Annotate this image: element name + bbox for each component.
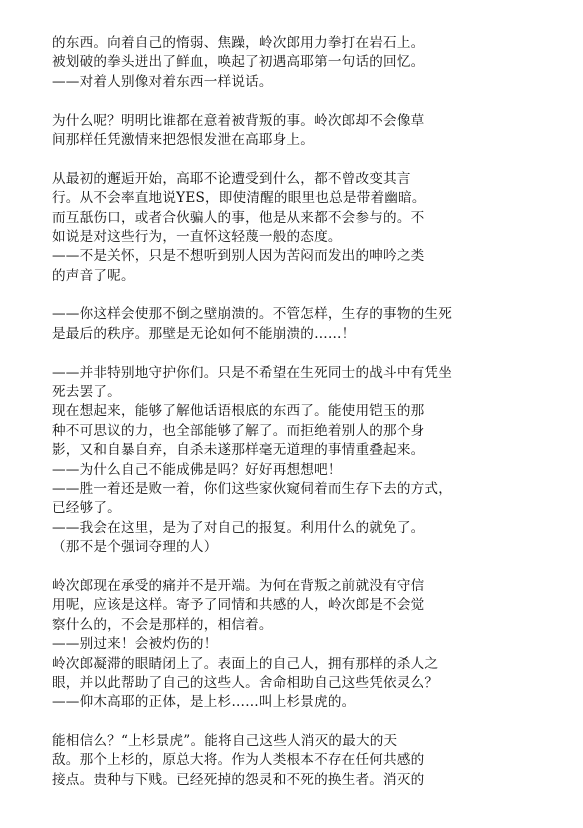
text-line: 现在想起来，能够了解他话语根底的东西了。能使用铠玉的那 <box>52 403 425 420</box>
text-line: 影，又和自暴自弃，自杀未遂那样毫无道理的事情重叠起来。 <box>52 442 425 459</box>
text-line: ——别过来！会被灼伤的！ <box>52 636 218 653</box>
text-line: 种不可思议的力，也全部能够了解了。而拒绝着别人的那个身 <box>52 422 425 439</box>
text-line: 能相信么？“上杉景虎”。能将自己这些人消灭的最大的天 <box>52 733 398 750</box>
paragraph-gap <box>52 92 552 111</box>
text-line: 敌。那个上杉的，原总大将。作为人类根本不存在任何共感的 <box>52 752 425 769</box>
paragraph-gap <box>52 150 552 169</box>
paragraph-gap <box>52 558 552 577</box>
text-line: ——胜一着还是败一着，你们这些家伙窥伺着而生存下去的方式， <box>52 480 453 497</box>
text-line: 接点。贵种与下贱。已经死掉的怨灵和不死的换生者。消灭的 <box>52 771 425 788</box>
text-line: 岭次郎凝滞的眼睛闭上了。表面上的自己人，拥有那样的杀人之 <box>52 655 439 672</box>
text-line: 的东西。向着自己的惰弱、焦躁，岭次郎用力拳打在岩石上。 <box>52 35 425 51</box>
text-line: ——为什么自己不能成佛是吗？好好再想想吧！ <box>52 461 342 478</box>
text-line: ——并非特别地守护你们。只是不希望在生死同士的战斗中有凭坐 <box>52 364 453 381</box>
text-line: （那不是个强词夺理的人） <box>52 539 218 556</box>
text-line: 死去罢了。 <box>52 384 121 401</box>
text-line: ——我会在这里，是为了对自己的报复。利用什么的就免了。 <box>52 519 425 536</box>
text-line: 是最后的秩序。那壁是无论如何不能崩溃的……！ <box>52 325 356 342</box>
text-line: 如说是对这些行为，一直怀这轻蔑一般的态度。 <box>52 228 342 245</box>
text-line: 已经够了。 <box>52 500 121 517</box>
text-line: 间那样任凭激情来把怨恨发泄在高耶身上。 <box>52 131 315 148</box>
paragraph-gap <box>52 713 552 732</box>
text-line: 察什么的，不会是那样的，相信着。 <box>52 616 273 633</box>
paragraph-gap <box>52 286 552 305</box>
text-line: 被划破的拳头迸出了鲜血，唤起了初遇高耶第一句话的回忆。 <box>52 54 425 71</box>
text-line: 的声音了呢。 <box>52 267 135 284</box>
text-line: ——你这样会使那不倒之壁崩溃的。不管怎样，生存的事物的生死 <box>52 306 453 323</box>
text-line: 岭次郎现在承受的痛并不是开端。为何在背叛之前就没有守信 <box>52 577 425 594</box>
document-text <box>52 34 552 790</box>
text-line: 用呢，应该是这样。寄予了同情和共感的人，岭次郎是不会觉 <box>52 597 425 614</box>
text-line: 从最初的邂逅开始，高耶不论遭受到什么，都不曾改变其言 <box>52 170 411 187</box>
text-line: 行。从不会率直地说YES，即使清醒的眼里也总是带着幽暗。 <box>52 190 426 207</box>
text-line: 为什么呢？明明比谁都在意着被背叛的事。岭次郎却不会像草 <box>52 112 425 129</box>
text-line: 眼，并以此帮助了自己的这些人。舍命相助自己这些凭依灵么？ <box>52 674 439 691</box>
text-line: ——不是关怀，只是不想听到别人因为苦闷而发出的呻吟之类 <box>52 248 425 265</box>
text-line: ——仰木高耶的正体，是上杉……叫上杉景虎的。 <box>52 694 356 711</box>
text-line: 而互舐伤口，或者合伙骗人的事，他是从来都不会参与的。不 <box>52 209 425 226</box>
text-line: ——对着人别像对着东西一样说话。 <box>52 73 273 90</box>
paragraph-gap <box>52 344 552 363</box>
